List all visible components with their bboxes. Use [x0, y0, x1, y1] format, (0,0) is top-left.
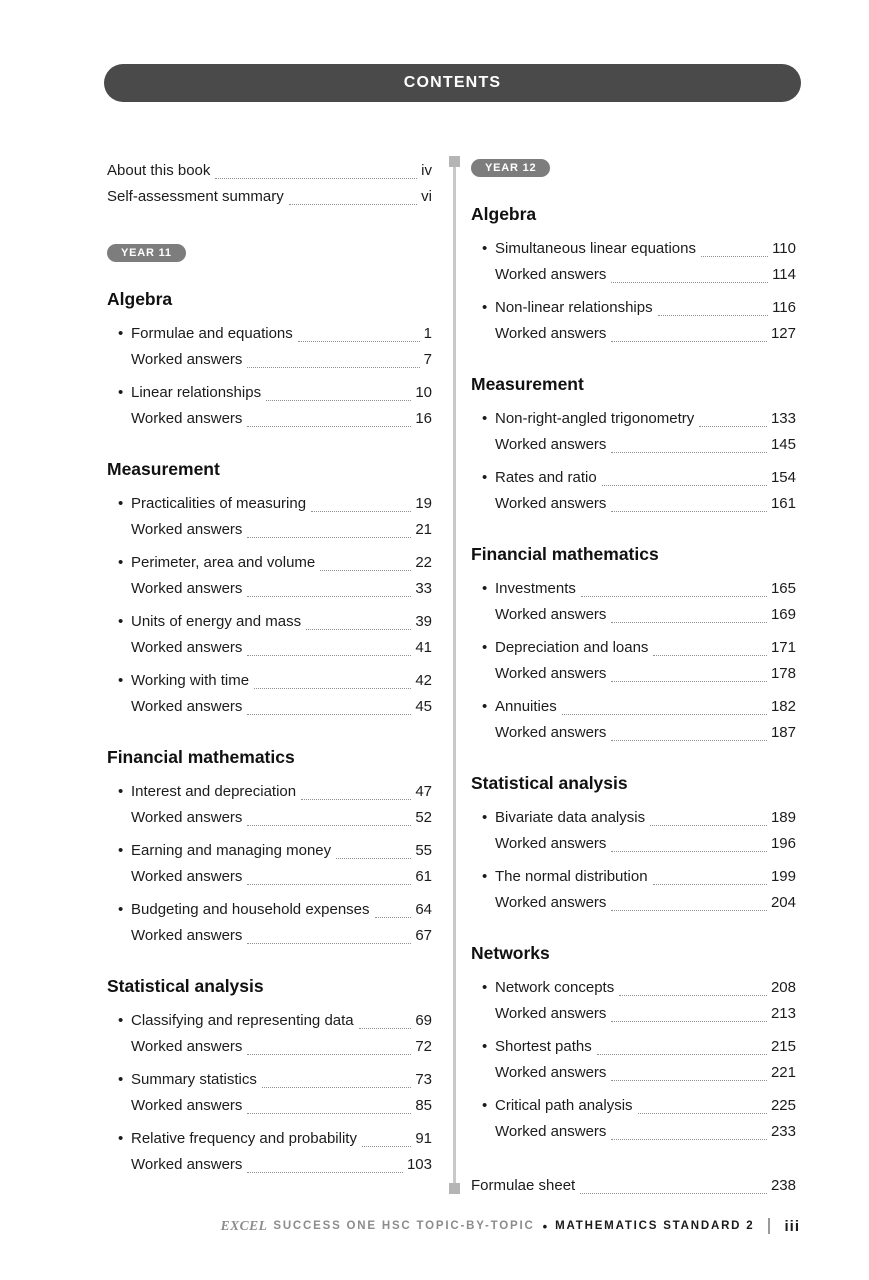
divider-cap-bottom: [449, 1183, 460, 1194]
leader-dots: [266, 380, 411, 401]
bullet-icon: •: [482, 1097, 488, 1114]
page-number: 196: [770, 835, 796, 852]
page-number: 45: [415, 698, 432, 715]
bullet-icon: •: [118, 613, 124, 630]
topic-group: [107, 1067, 432, 1119]
page-number: 61: [415, 868, 432, 885]
topic-group: [107, 609, 432, 661]
leader-dots: [580, 1173, 767, 1194]
column-year12: [471, 158, 796, 1199]
bullet-icon: •: [482, 868, 488, 885]
topic-row: [107, 779, 432, 805]
page-number: 22: [415, 554, 432, 571]
topic-group: [107, 668, 432, 720]
page-number: 133: [770, 410, 796, 427]
leader-dots: [311, 491, 411, 512]
toc-label: Worked answers: [131, 868, 243, 885]
toc-label: Units of energy and mass: [131, 613, 302, 630]
bullet-icon: •: [118, 842, 124, 859]
leader-dots: [336, 838, 411, 859]
bullet-icon: •: [118, 1012, 124, 1029]
worked-answers-row: [107, 694, 432, 720]
leader-dots: [247, 517, 411, 538]
page-number: 52: [415, 809, 432, 826]
page-number: 165: [770, 580, 796, 597]
page-title-banner: [104, 64, 801, 102]
leader-dots: [658, 295, 768, 316]
page-number: 208: [770, 979, 796, 996]
page-number: 19: [415, 495, 432, 512]
column-year11: [107, 158, 432, 1185]
leader-dots: [247, 347, 419, 368]
leader-dots: [619, 975, 767, 996]
leader-dots: [611, 720, 767, 741]
page-number: 161: [770, 495, 796, 512]
worked-answers-row: [107, 1034, 432, 1060]
topic-group: [471, 465, 796, 517]
toc-label: Worked answers: [495, 436, 607, 453]
footer-brand: EXCEL: [220, 1218, 268, 1233]
worked-answers-row: [471, 1001, 796, 1027]
topic-row: [107, 1008, 432, 1034]
toc-label: Budgeting and household expenses: [131, 901, 370, 918]
topic-group: [107, 321, 432, 373]
leader-dots: [611, 491, 767, 512]
topic-group: [471, 805, 796, 857]
toc-label: Working with time: [131, 672, 250, 689]
bullet-icon: •: [118, 554, 124, 571]
topic-row: [107, 1067, 432, 1093]
page-number: 91: [415, 1130, 432, 1147]
toc-label: Worked answers: [495, 1005, 607, 1022]
page-number: 145: [770, 436, 796, 453]
leader-dots: [611, 602, 767, 623]
toc-label: Earning and managing money: [131, 842, 332, 859]
topic-row: [107, 609, 432, 635]
worked-answers-row: [471, 491, 796, 517]
worked-answers-row: [107, 805, 432, 831]
toc-label: Worked answers: [131, 580, 243, 597]
toc-label: Formulae sheet: [471, 1177, 576, 1194]
page-number: 1: [423, 325, 432, 342]
bullet-icon: •: [482, 1038, 488, 1055]
leader-dots: [247, 1152, 403, 1173]
bullet-icon: •: [118, 325, 124, 342]
worked-answers-row: [471, 720, 796, 746]
toc-label: About this book: [107, 162, 211, 179]
section-heading: Algebra: [107, 289, 173, 309]
page-title: CONTENTS: [403, 74, 502, 91]
leader-dots: [611, 432, 767, 453]
topic-group: [471, 635, 796, 687]
page-number: 39: [415, 613, 432, 630]
column-divider: [453, 158, 456, 1192]
bullet-icon: •: [482, 580, 488, 597]
bullet-icon: •: [482, 639, 488, 656]
bullet-icon: •: [118, 384, 124, 401]
toc-label: Self-assessment summary: [107, 188, 284, 205]
topic-group: [471, 864, 796, 916]
bullet-icon: •: [118, 1130, 124, 1147]
topic-group: [471, 406, 796, 458]
worked-answers-row: [471, 262, 796, 288]
bullet-icon: •: [482, 299, 488, 316]
leader-dots: [611, 1001, 767, 1022]
toc-label: Worked answers: [495, 325, 607, 342]
toc-label: Worked answers: [495, 1123, 607, 1140]
topic-row: [107, 838, 432, 864]
leader-dots: [611, 890, 767, 911]
toc-label: Worked answers: [495, 1064, 607, 1081]
leader-dots: [215, 158, 417, 179]
leader-dots: [611, 262, 768, 283]
toc-label: Worked answers: [131, 1038, 243, 1055]
topic-group: [107, 1008, 432, 1060]
toc-row: [471, 1173, 796, 1199]
leader-dots: [247, 694, 411, 715]
year-12-badge: YEAR 12: [471, 159, 550, 177]
page-number: 189: [770, 809, 796, 826]
leader-dots: [602, 465, 767, 486]
toc-row: [107, 158, 432, 184]
worked-answers-row: [107, 1152, 432, 1178]
page-number: 55: [415, 842, 432, 859]
worked-answers-row: [471, 1119, 796, 1145]
page-number: 225: [770, 1097, 796, 1114]
page-number: 7: [423, 351, 432, 368]
leader-dots: [375, 897, 412, 918]
toc-label: Annuities: [495, 698, 557, 715]
topic-group: [107, 550, 432, 602]
topic-group: [107, 380, 432, 432]
page-number: 21: [415, 521, 432, 538]
leader-dots: [650, 805, 767, 826]
topic-group: [471, 295, 796, 347]
page-number: vi: [421, 188, 432, 205]
page-number: 72: [415, 1038, 432, 1055]
page-footer: [221, 1215, 800, 1237]
toc-label: Worked answers: [495, 495, 607, 512]
topic-group: [107, 779, 432, 831]
page-number: 178: [770, 665, 796, 682]
page-number: 215: [770, 1038, 796, 1055]
toc-label: Shortest paths: [495, 1038, 592, 1055]
leader-dots: [254, 668, 411, 689]
toc-label: Worked answers: [495, 835, 607, 852]
toc-label: Simultaneous linear equations: [495, 240, 696, 257]
toc-label: Formulae and equations: [131, 325, 293, 342]
page-number: 182: [770, 698, 796, 715]
page-number: 16: [415, 410, 432, 427]
topic-group: [107, 897, 432, 949]
toc-label: Investments: [495, 580, 576, 597]
page-number: 199: [770, 868, 796, 885]
section-heading: Networks: [471, 943, 550, 963]
topic-group: [471, 975, 796, 1027]
section-heading: Statistical analysis: [107, 976, 264, 996]
page-number: 221: [770, 1064, 796, 1081]
leader-dots: [306, 609, 411, 630]
leader-dots: [597, 1034, 767, 1055]
topic-row: [471, 465, 796, 491]
bullet-icon: •: [118, 1071, 124, 1088]
worked-answers-row: [471, 831, 796, 857]
page-number: 233: [770, 1123, 796, 1140]
divider-cap-top: [449, 156, 460, 167]
leader-dots: [247, 1093, 411, 1114]
page-number: 33: [415, 580, 432, 597]
toc-label: Worked answers: [131, 521, 243, 538]
footer-bullet-icon: •: [542, 1218, 548, 1234]
page-number: 171: [770, 639, 796, 656]
page-number: 69: [415, 1012, 432, 1029]
leader-dots: [701, 236, 768, 257]
page-number: 154: [770, 469, 796, 486]
worked-answers-row: [471, 890, 796, 916]
toc-label: Worked answers: [495, 606, 607, 623]
bullet-icon: •: [482, 809, 488, 826]
worked-answers-row: [107, 635, 432, 661]
topic-group: [471, 576, 796, 628]
topic-group: [471, 236, 796, 288]
bullet-icon: •: [118, 901, 124, 918]
section-heading: Financial mathematics: [107, 747, 295, 767]
toc-label: Practicalities of measuring: [131, 495, 307, 512]
page-number: iv: [421, 162, 432, 179]
toc-label: Worked answers: [131, 351, 243, 368]
toc-label: Linear relationships: [131, 384, 262, 401]
topic-group: [107, 838, 432, 890]
topic-row: [107, 1126, 432, 1152]
topic-row: [471, 975, 796, 1001]
leader-dots: [611, 831, 767, 852]
toc-label: Perimeter, area and volume: [131, 554, 316, 571]
topic-group: [471, 694, 796, 746]
topic-row: [471, 406, 796, 432]
topic-row: [471, 694, 796, 720]
page-number: 204: [770, 894, 796, 911]
topic-row: [107, 550, 432, 576]
toc-label: Interest and depreciation: [131, 783, 297, 800]
page-number: 64: [415, 901, 432, 918]
footer-subject: MATHEMATICS STANDARD 2: [555, 1220, 755, 1232]
bullet-icon: •: [482, 240, 488, 257]
leader-dots: [581, 576, 767, 597]
leader-dots: [653, 635, 767, 656]
leader-dots: [611, 1060, 767, 1081]
footer-page-number: iii: [784, 1217, 800, 1235]
page-number: 114: [772, 266, 796, 283]
topic-row: [471, 805, 796, 831]
topic-row: [471, 576, 796, 602]
topic-row: [107, 380, 432, 406]
worked-answers-row: [107, 864, 432, 890]
page-number: 116: [772, 299, 796, 316]
topic-row: [471, 236, 796, 262]
topic-row: [471, 864, 796, 890]
worked-answers-row: [471, 1060, 796, 1086]
toc-label: Classifying and representing data: [131, 1012, 354, 1029]
toc-label: Worked answers: [495, 894, 607, 911]
leader-dots: [301, 779, 411, 800]
leader-dots: [262, 1067, 411, 1088]
toc-row: [107, 184, 432, 210]
leader-dots: [320, 550, 411, 571]
leader-dots: [247, 805, 411, 826]
toc-label: Depreciation and loans: [495, 639, 649, 656]
leader-dots: [298, 321, 420, 342]
page-number: 238: [770, 1177, 796, 1194]
year-11-badge: YEAR 11: [107, 244, 186, 262]
topic-row: [471, 295, 796, 321]
page-number: 10: [415, 384, 432, 401]
toc-label: Worked answers: [131, 698, 243, 715]
worked-answers-row: [107, 576, 432, 602]
page-number: 47: [415, 783, 432, 800]
leader-dots: [653, 864, 767, 885]
toc-label: Worked answers: [131, 927, 243, 944]
front-matter-list: [107, 158, 432, 210]
leader-dots: [247, 864, 411, 885]
worked-answers-row: [471, 661, 796, 687]
page-number: 127: [770, 325, 796, 342]
worked-answers-row: [107, 923, 432, 949]
bullet-icon: •: [482, 979, 488, 996]
toc-label: Relative frequency and probability: [131, 1130, 357, 1147]
page-number: 213: [770, 1005, 796, 1022]
section-heading: Algebra: [471, 204, 537, 224]
topic-group: [471, 1034, 796, 1086]
worked-answers-row: [107, 517, 432, 543]
leader-dots: [247, 923, 411, 944]
leader-dots: [247, 635, 411, 656]
bullet-icon: •: [118, 495, 124, 512]
leader-dots: [362, 1126, 411, 1147]
leader-dots: [247, 576, 411, 597]
section-heading: Measurement: [471, 374, 584, 394]
bullet-icon: •: [482, 410, 488, 427]
page-number: 67: [415, 927, 432, 944]
page-number: 169: [770, 606, 796, 623]
page-number: 41: [415, 639, 432, 656]
toc-label: Bivariate data analysis: [495, 809, 646, 826]
worked-answers-row: [107, 347, 432, 373]
footer-series: SUCCESS ONE HSC TOPIC-BY-TOPIC: [273, 1220, 535, 1232]
worked-answers-row: [471, 602, 796, 628]
topic-group: [471, 1093, 796, 1145]
leader-dots: [359, 1008, 412, 1029]
bullet-icon: •: [482, 469, 488, 486]
toc-label: Worked answers: [131, 639, 243, 656]
leader-dots: [247, 1034, 411, 1055]
worked-answers-row: [471, 321, 796, 347]
toc-label: Summary statistics: [131, 1071, 257, 1088]
topic-row: [107, 897, 432, 923]
toc-label: Worked answers: [495, 724, 607, 741]
topic-group: [107, 1126, 432, 1178]
toc-label: Critical path analysis: [495, 1097, 633, 1114]
leader-dots: [611, 321, 767, 342]
topic-row: [107, 321, 432, 347]
topic-row: [471, 1034, 796, 1060]
page-number: 187: [770, 724, 796, 741]
footer-divider: [768, 1218, 770, 1234]
bullet-icon: •: [118, 672, 124, 689]
topic-row: [471, 1093, 796, 1119]
page-number: 73: [415, 1071, 432, 1088]
topic-group: [107, 491, 432, 543]
leader-dots: [611, 1119, 767, 1140]
leader-dots: [289, 184, 417, 205]
bullet-icon: •: [482, 698, 488, 715]
leader-dots: [699, 406, 767, 427]
worked-answers-row: [107, 1093, 432, 1119]
toc-label: Worked answers: [131, 1097, 243, 1114]
toc-label: Worked answers: [495, 665, 607, 682]
year-12-sections: [471, 201, 796, 1145]
topic-row: [107, 491, 432, 517]
section-heading: Financial mathematics: [471, 544, 659, 564]
leader-dots: [562, 694, 767, 715]
toc-label: Worked answers: [131, 809, 243, 826]
toc-label: The normal distribution: [495, 868, 648, 885]
toc-label: Rates and ratio: [495, 469, 597, 486]
toc-label: Non-linear relationships: [495, 299, 653, 316]
bullet-icon: •: [118, 783, 124, 800]
section-heading: Statistical analysis: [471, 773, 628, 793]
toc-label: Worked answers: [131, 410, 243, 427]
topic-row: [471, 635, 796, 661]
section-heading: Measurement: [107, 459, 220, 479]
toc-label: Worked answers: [495, 266, 607, 283]
leader-dots: [247, 406, 411, 427]
toc-label: Worked answers: [131, 1156, 243, 1173]
year-11-sections: [107, 286, 432, 1178]
page-number: 85: [415, 1097, 432, 1114]
toc-label: Non-right-angled trigonometry: [495, 410, 695, 427]
toc-label: Network concepts: [495, 979, 615, 996]
topic-row: [107, 668, 432, 694]
worked-answers-row: [471, 432, 796, 458]
leader-dots: [611, 661, 767, 682]
page-number: 42: [415, 672, 432, 689]
leader-dots: [638, 1093, 767, 1114]
back-matter-list: [471, 1173, 796, 1199]
page-number: 103: [406, 1156, 432, 1173]
worked-answers-row: [107, 406, 432, 432]
page-number: 110: [772, 240, 796, 257]
